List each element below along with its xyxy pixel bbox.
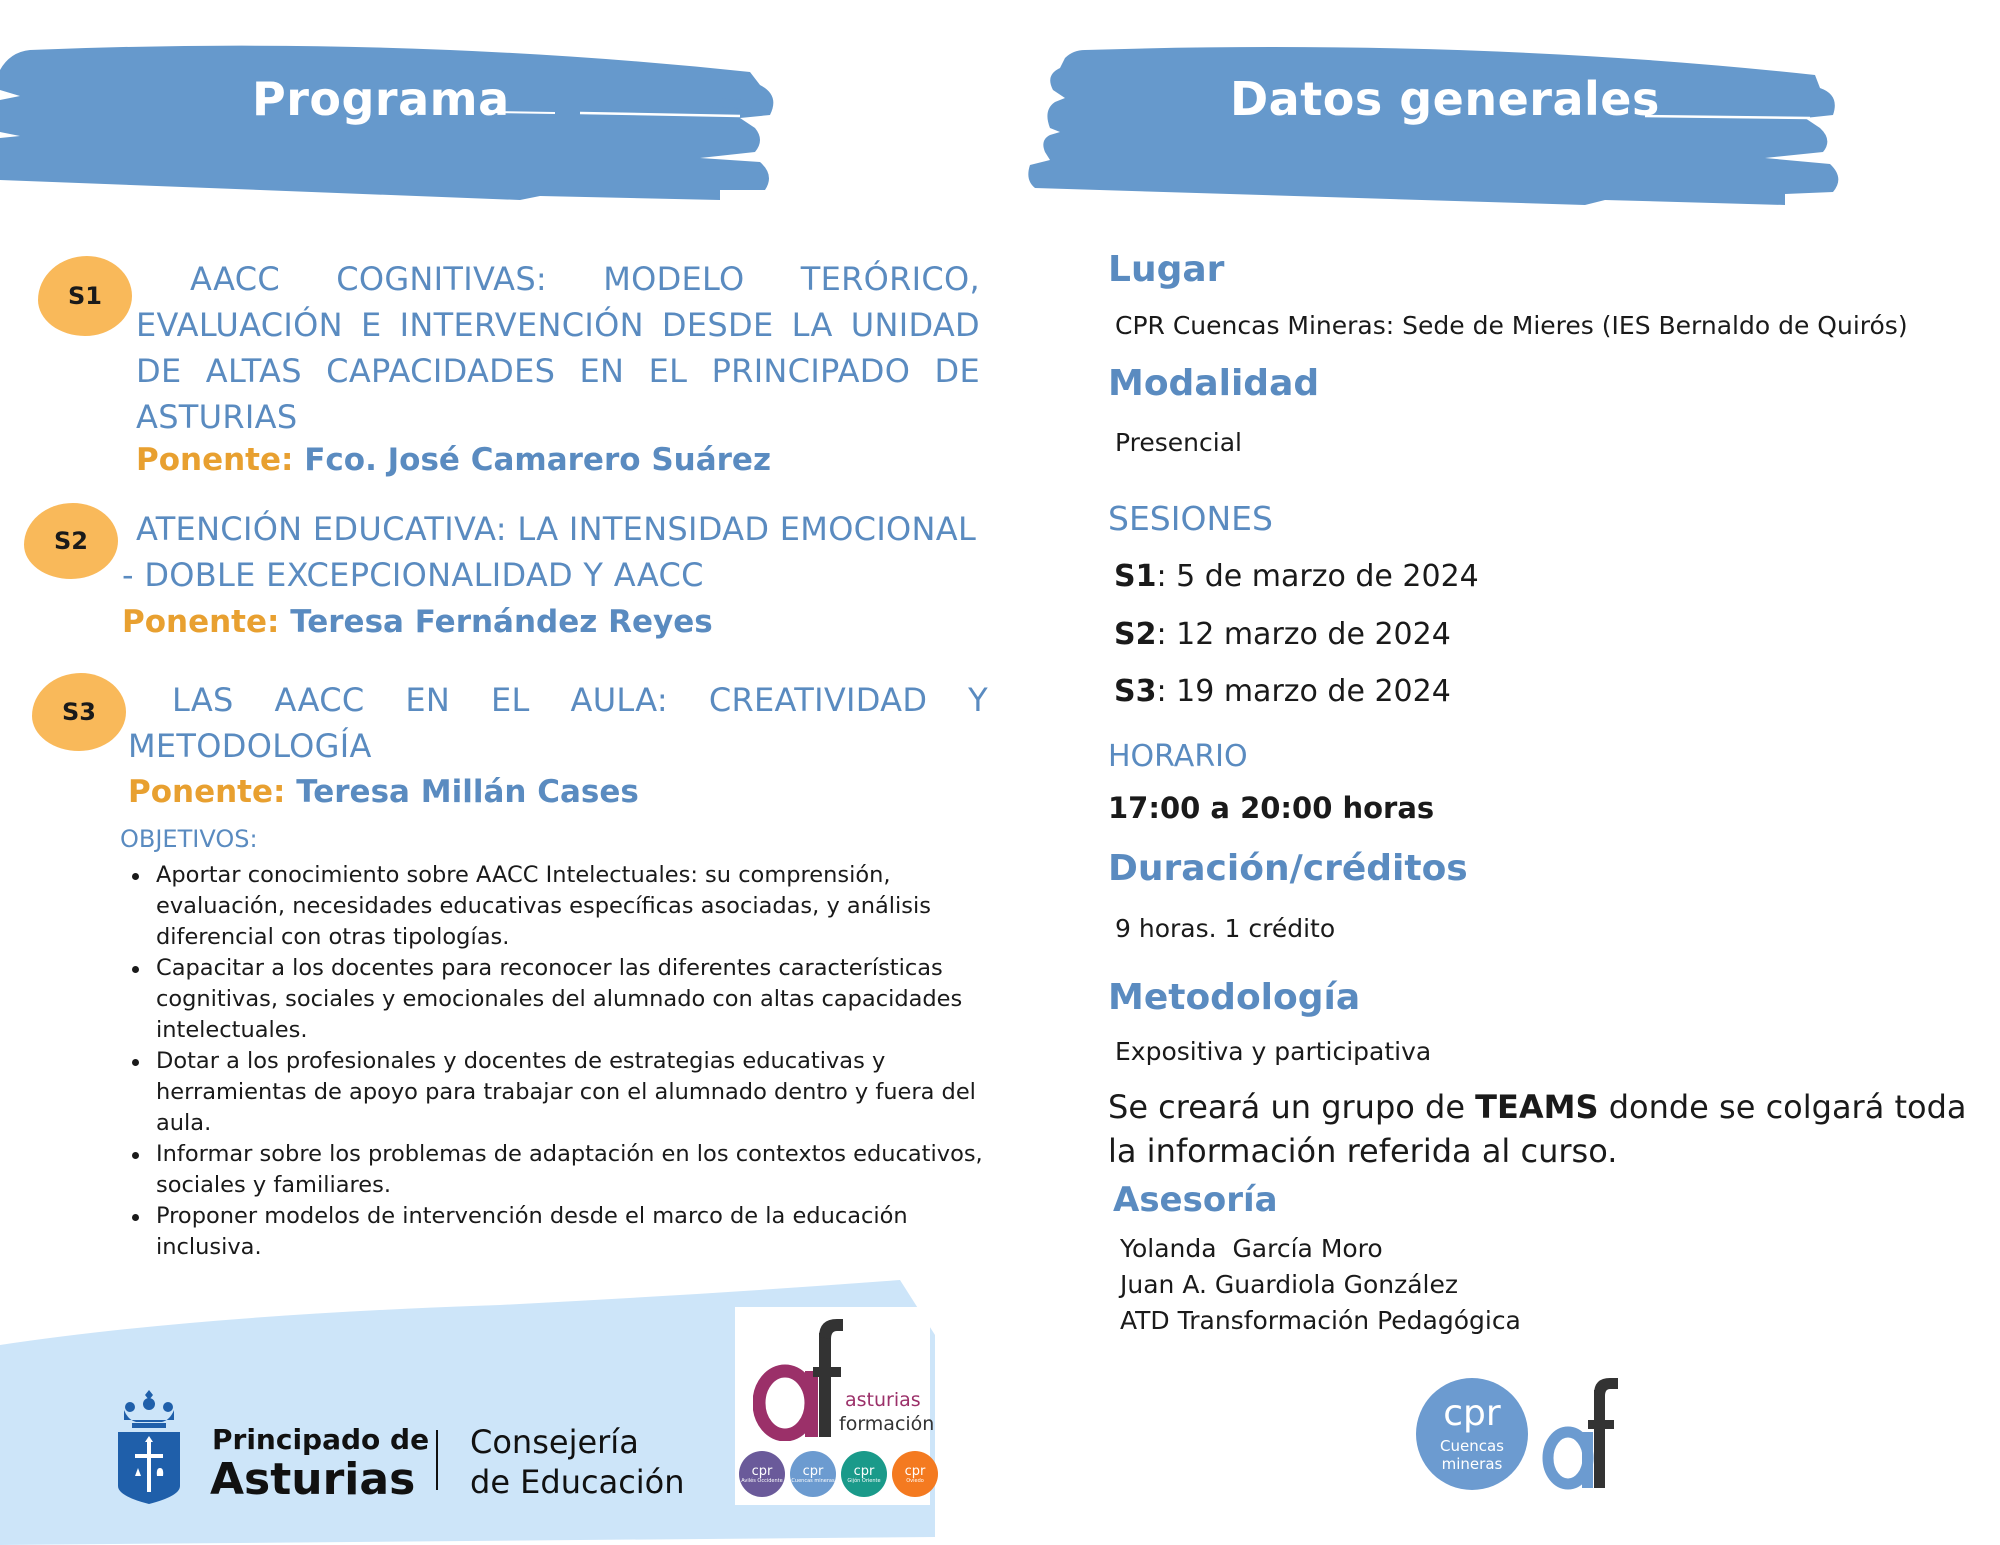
objective-item: Proponer modelos de intervención desde el marco de la educación inclusiva. [130,1201,1000,1263]
cpr-sub: Gijón Oriente [847,1477,881,1484]
sesion-code: S1 [1114,559,1157,594]
sesion-code: S2 [1114,617,1157,652]
programa-title: Programa [252,72,510,126]
modalidad-label: Modalidad [1108,363,1320,404]
speaker-label: Ponente: [122,604,280,640]
speaker-label: Ponente: [128,774,286,810]
session-s1-speaker [136,440,771,480]
duracion-label: Duración/créditos [1108,848,1468,889]
session-s2-speaker [122,602,713,642]
cpr-logo-line2: mineras [1441,1455,1503,1473]
horario-label: HORARIO [1108,739,1248,774]
horario-value: 17:00 a 20:00 horas [1108,791,1435,825]
speaker-name: Teresa Fernández Reyes [290,604,713,640]
metodologia-label: Metodología [1108,977,1361,1018]
af-logo-line2: formación [839,1413,935,1435]
speaker-label: Ponente: [136,442,294,478]
sesiones-label: SESIONES [1108,499,1273,538]
asturias-formacion-logo [735,1307,935,1505]
asesor-3: ATD Transformación Pedagógica [1120,1306,1521,1335]
sesion-date: : 19 marzo de 2024 [1156,674,1451,709]
asesor-2: Juan A. Guardiola González [1120,1270,1458,1299]
sesion-date: : 12 marzo de 2024 [1156,617,1451,652]
cpr-gijon-badge [841,1451,887,1497]
principado-line2: Asturias [210,1454,416,1505]
session-s2-title: ATENCIÓN EDUCATIVA: LA INTENSIDAD EMOCIONAL - DOBLE EXCEPCIONALIDAD Y AACC [122,510,977,594]
af-small-logo [1542,1376,1622,1490]
session-badge-s1 [38,256,132,336]
cpr-cuencas-logo [1416,1378,1528,1490]
cpr-cuencas-badge [790,1451,836,1497]
af-logo-line1: asturias [845,1389,921,1411]
objective-item: Dotar a los profesionales y docentes de estrategias educativas y herramientas de apoyo para trabajar con el alumnado dentro y fuera del aula. [130,1046,1000,1139]
cpr-label: cpr [853,1463,875,1479]
consejeria-line2: de Educación [470,1463,685,1501]
teams-note-before: Se creará un grupo de [1108,1088,1476,1126]
af-small-a [1548,1432,1593,1488]
cpr-aviles-badge [739,1451,785,1497]
sesion-date-s3 [1114,673,1451,711]
sesion-date: : 5 de marzo de 2024 [1156,559,1479,594]
teams-note-after: donde se colgará toda la información referida al curso. [1108,1088,1967,1170]
datos-title: Datos generales [1230,72,1660,126]
session-badge-s2-label: S2 [54,527,88,555]
sesion-date-s1 [1114,558,1479,596]
sesion-code: S3 [1114,674,1157,709]
cpr-sub: Oviedo [906,1477,924,1484]
speaker-name: Teresa Millán Cases [296,774,639,810]
cpr-logo-line1: Cuencas [1440,1437,1504,1455]
principado-line1: Principado de [212,1423,430,1456]
consejeria-line1: Consejería [470,1423,639,1461]
lugar-value: CPR Cuencas Mineras: Sede de Mieres (IES Bernaldo de Quirós) [1115,311,1908,340]
cpr-logo-label: cpr [1443,1393,1501,1434]
cpr-label: cpr [802,1463,824,1479]
lugar-label: Lugar [1108,249,1225,290]
cpr-sub: Cuencas mineras [791,1477,835,1484]
cpr-sub: Avilés Occidente [741,1477,783,1484]
session-s1-title: AACC COGNITIVAS: MODELO TERÓRICO, EVALUACIÓN E INTERVENCIÓN DESDE LA UNIDAD DE ALTAS CAPACIDADES EN EL PRINCIPADO DE ASTURIAS [136,260,980,436]
session-s3-title: LAS AACC EN EL AULA: CREATIVIDAD Y METODOLOGÍA [128,681,988,765]
duracion-value: 9 horas. 1 crédito [1115,914,1336,943]
speaker-name: Fco. José Camarero Suárez [304,442,771,478]
objective-item: Capacitar a los docentes para reconocer las diferentes características cognitivas, sociales y emocionales del alumnado con altas capacidades intelectuales. [130,953,1000,1046]
metodologia-value: Expositiva y participativa [1115,1037,1432,1066]
objective-item: Informar sobre los problemas de adaptación en los contextos educativos, sociales y familiares. [130,1139,1000,1201]
session-badge-s3 [32,673,126,751]
cpr-label: cpr [751,1463,773,1479]
objective-item: Aportar conocimiento sobre AACC Intelectuales: su comprensión, evaluación, necesidades educativas específicas asociadas, y análisis diferencial con otras tipologías. [130,860,1000,953]
objectives-list [130,860,1000,1263]
sesion-date-s2 [1114,616,1451,654]
session-badge-s1-label: S1 [68,282,102,310]
teams-note [1108,1085,1998,1173]
session-badge-s2 [24,503,118,579]
af-letter-a [759,1371,818,1437]
session-s3-speaker [128,772,639,812]
af-letters-mark [753,1315,843,1441]
asturias-shield-icon [118,1390,180,1505]
cpr-oviedo-badge [892,1451,938,1497]
asesor-1: Yolanda García Moro [1120,1234,1383,1263]
objectives-title: OBJETIVOS: [120,825,258,853]
modalidad-value: Presencial [1115,428,1242,457]
asesoria-label: Asesoría [1113,1180,1278,1220]
logo-divider [436,1430,438,1490]
cpr-label: cpr [904,1463,926,1479]
teams-note-bold: TEAMS [1475,1088,1599,1126]
session-badge-s3-label: S3 [62,698,96,726]
